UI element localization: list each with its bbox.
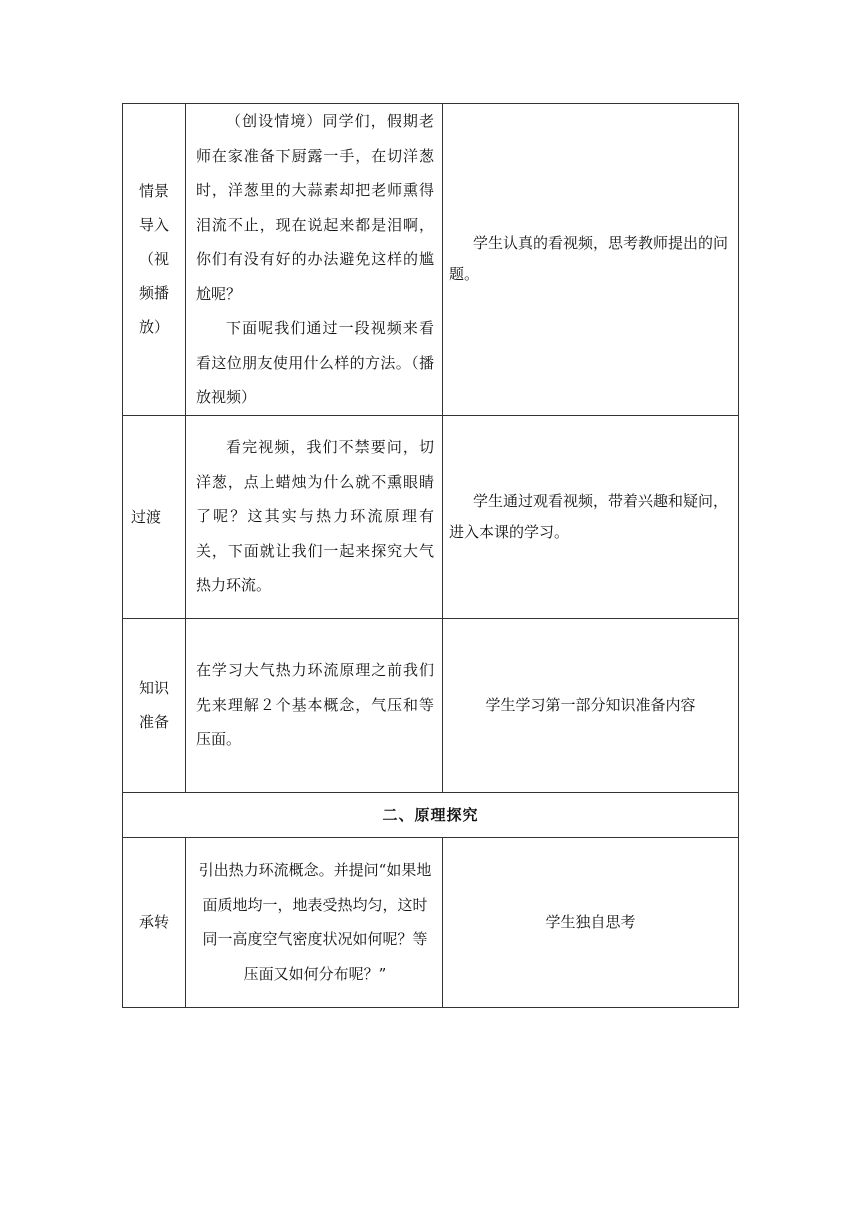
table-row	[123, 837, 739, 1007]
stage-cell	[123, 415, 186, 618]
stage-cell	[123, 104, 186, 416]
teacher-activity-cell	[186, 104, 443, 416]
section-header-row	[123, 792, 739, 837]
stage-label-line: 频播	[138, 284, 169, 303]
teacher-activity-cell	[186, 837, 443, 1007]
teacher-paragraph: （创设情境）同学们，假期老师在家准备下厨露一手，在切洋葱时，洋葱里的大蒜素却把老师熏得泪流不止，现在说起来都是泪啊，你们有没有好的办法避免这样的尴尬呢？	[196, 112, 434, 303]
student-activity-cell: 学生通过观看视频，带着兴趣和疑问，进入本课的学习。	[443, 415, 739, 618]
table-row	[123, 104, 739, 416]
stage-label-line: （视	[138, 250, 169, 269]
table-row	[123, 415, 739, 618]
stage-cell	[123, 618, 186, 792]
teacher-paragraph: 下面呢我们通过一段视频来看看这位朋友使用什么样的方法。（播放视频）	[196, 319, 434, 406]
teacher-activity-cell	[186, 618, 443, 792]
stage-label-line: 准备	[138, 713, 169, 731]
stage-label-line: 导入	[138, 216, 169, 235]
teacher-paragraph: 引出热力环流概念。并提问“如果地面质地均一，地表受热均匀，这时同一高度空气密度状况如何呢？等压面又如何分布呢？”	[198, 861, 432, 983]
table-row	[123, 618, 739, 792]
teacher-paragraph: 在学习大气热力环流原理之前我们先来理解２个基本概念，气压和等压面。	[196, 661, 434, 749]
stage-label-line: 知识	[138, 679, 169, 697]
lesson-plan-table	[122, 103, 739, 1008]
stage-label-line: 情景	[138, 182, 169, 201]
stage-cell	[123, 837, 186, 1007]
student-activity-cell: 学生学习第一部分知识准备内容	[443, 618, 739, 792]
stage-label-line: 放）	[138, 318, 169, 337]
teacher-activity-cell	[186, 415, 443, 618]
student-activity-cell: 学生认真的看视频，思考教师提出的问题。	[443, 104, 739, 416]
section-title: 二、原理探究	[123, 792, 739, 837]
student-activity-cell: 学生独自思考	[443, 837, 739, 1007]
stage-label-line: 过渡	[131, 507, 162, 526]
stage-label-line: 承转	[138, 913, 169, 931]
teacher-paragraph: 看完视频，我们不禁要问，切洋葱，点上蜡烛为什么就不熏眼睛了呢？这其实与热力环流原理有关，下面就让我们一起来探究大气热力环流。	[196, 438, 434, 595]
